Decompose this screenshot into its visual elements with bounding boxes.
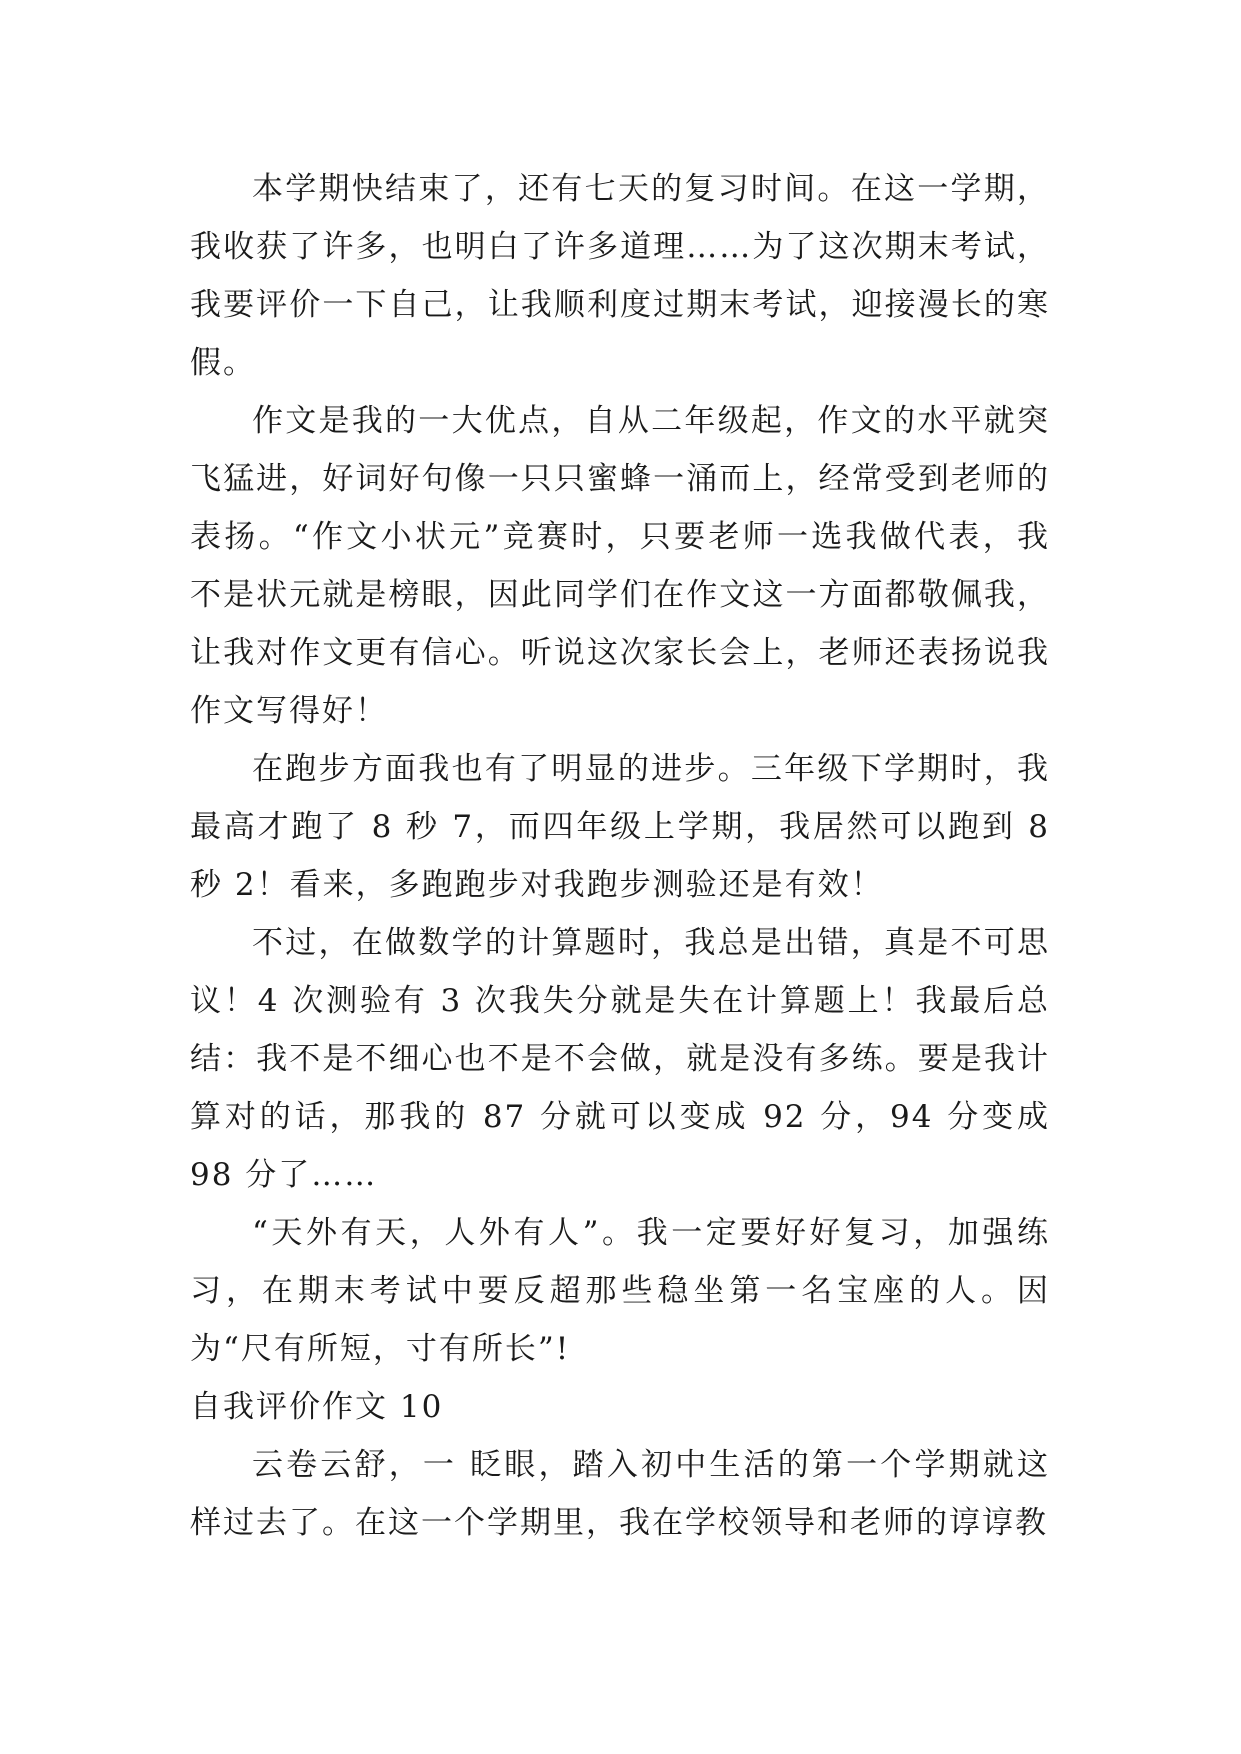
paragraph: 作文是我的一大优点，自从二年级起，作文的水平就突飞猛进，好词好句像一只只蜜蜂一涌而上，经常受到老师的表扬。“作文小状元”竞赛时，只要老师一选我做代表，我不是状元就是榜眼，因此同学们在作文这一方面都敬佩我，让我对作文更有信心。听说这次家长会上，老师还表扬说我作文写得好！ (190, 403, 1050, 729)
document-body (190, 160, 1050, 1552)
paragraph: “天外有天，人外有人”。我一定要好好复习，加强练习，在期末考试中要反超那些稳坐第一名宝座的人。因为“尺有所短，寸有所长”! (190, 1215, 1050, 1367)
paragraph: 本学期快结束了，还有七天的复习时间。在这一学期，我收获了许多，也明白了许多道理……为了这次期末考试，我要评价一下自己，让我顺利度过期末考试，迎接漫长的寒假。 (190, 171, 1050, 381)
paragraph: 不过，在做数学的计算题时，我总是出错，真是不可思议！4 次测验有 3 次我失分就是失在计算题上！我最后总结：我不是不细心也不是不会做，就是没有多练。要是我计算对的话，那我的 87 分就可以变成 92 分，94 分变成 98 分了…… (190, 925, 1050, 1193)
paragraph: 云卷云舒，一 眨眼，踏入初中生活的第一个学期就这样过去了。在这一个学期里，我在学校领导和老师的谆谆教 (190, 1447, 1050, 1541)
paragraph: 在跑步方面我也有了明显的进步。三年级下学期时，我最高才跑了 8 秒 7，而四年级上学期，我居然可以跑到 8 秒 2！看来，多跑跑步对我跑步测验还是有效！ (190, 751, 1050, 903)
section-heading: 自我评价作文 10 (190, 1389, 444, 1425)
